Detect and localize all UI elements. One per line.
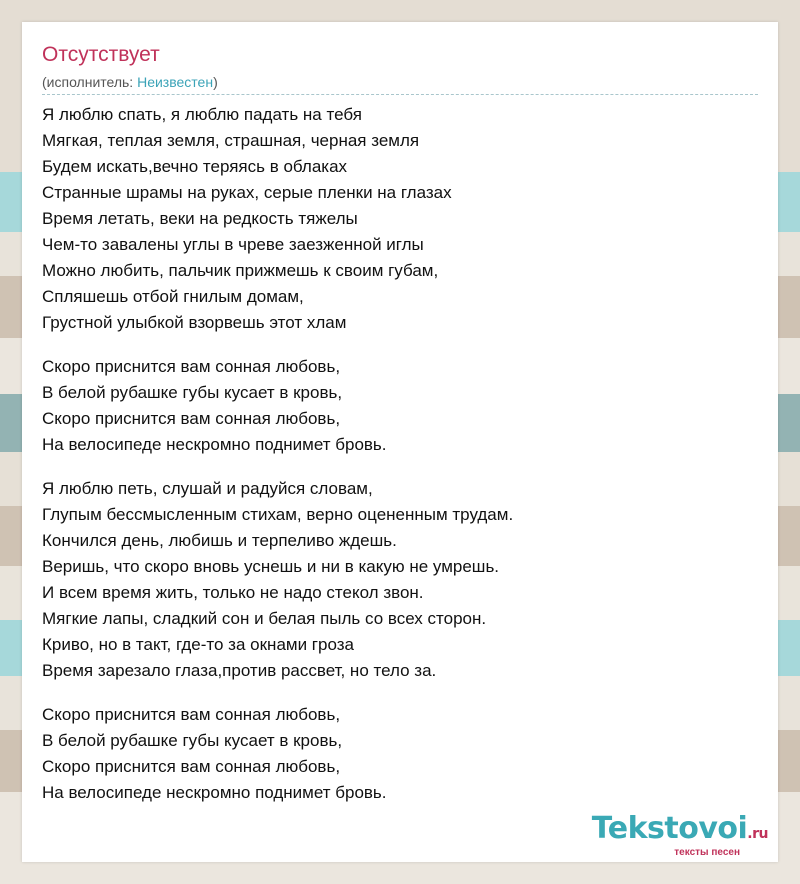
lyric-line: На велосипеде нескромно поднимет бровь. — [42, 435, 387, 454]
lyric-line: Будем искать,вечно теряясь в облаках — [42, 157, 348, 176]
divider — [42, 94, 758, 95]
stanza-chorus-2 — [42, 702, 758, 806]
stanza-gap — [42, 684, 758, 702]
lyric-line: Я люблю петь, слушай и радуйся словам, — [42, 479, 373, 498]
artist-prefix: (исполнитель: — [42, 74, 138, 90]
lyric-line: Время летать, веки на редкость тяжелы — [42, 209, 358, 228]
lyrics-text — [42, 102, 758, 806]
stanza-chorus-1 — [42, 354, 758, 458]
lyric-line: Кончился день, любишь и терпеливо ждешь. — [42, 531, 397, 550]
stanza-gap — [42, 336, 758, 354]
stanza-verse-2 — [42, 476, 758, 684]
lyric-line: Скоро приснится вам сонная любовь, — [42, 357, 341, 376]
lyric-line: На велосипеде нескромно поднимет бровь. — [42, 783, 387, 802]
lyric-line: Я люблю спать, я люблю падать на тебя — [42, 105, 362, 124]
lyric-line: Грустной улыбкой взорвешь этот хлам — [42, 313, 347, 332]
lyric-line: Мягкие лапы, сладкий сон и белая пыль со всех сторон. — [42, 609, 487, 628]
lyric-line: Спляшешь отбой гнилым домам, — [42, 287, 304, 306]
logo-tagline: тексты песен — [674, 847, 740, 858]
song-title: Отсутствует — [42, 43, 160, 66]
lyric-line: В белой рубашке губы кусает в кровь, — [42, 383, 343, 402]
logo-name: Tekstovoi — [591, 811, 748, 846]
artist-line — [42, 73, 218, 91]
lyric-line: И всем время жить, только не надо стекол звон. — [42, 583, 424, 602]
lyrics-card — [22, 22, 778, 862]
lyric-line: Чем-то завалены углы в чреве заезженной иглы — [42, 235, 424, 254]
lyric-line: Время зарезало глаза,против рассвет, но тело за. — [42, 661, 437, 680]
lyric-line: Скоро приснится вам сонная любовь, — [42, 757, 341, 776]
site-logo[interactable] — [592, 812, 768, 858]
lyric-line: Мягкая, теплая земля, страшная, черная земля — [42, 131, 420, 150]
stanza-gap — [42, 458, 758, 476]
lyric-line: Криво, но в такт, где-то за окнами гроза — [42, 635, 354, 654]
lyric-line: Скоро приснится вам сонная любовь, — [42, 705, 341, 724]
artist-suffix: ) — [213, 74, 218, 90]
lyric-line: В белой рубашке губы кусает в кровь, — [42, 731, 343, 750]
lyric-line: Веришь, что скоро вновь уснешь и ни в какую не умрешь. — [42, 557, 500, 576]
stanza-verse-1 — [42, 102, 758, 336]
lyric-line: Скоро приснится вам сонная любовь, — [42, 409, 341, 428]
logo-wordmark — [592, 812, 768, 851]
logo-tld: .ru — [747, 826, 768, 842]
lyric-line: Глупым бессмысленным стихам, верно оцененным трудам. — [42, 505, 514, 524]
lyric-line: Странные шрамы на руках, серые пленки на глазах — [42, 183, 452, 202]
lyric-line: Можно любить, пальчик прижмешь к своим губам, — [42, 261, 439, 280]
artist-link[interactable]: Неизвестен — [137, 74, 214, 90]
